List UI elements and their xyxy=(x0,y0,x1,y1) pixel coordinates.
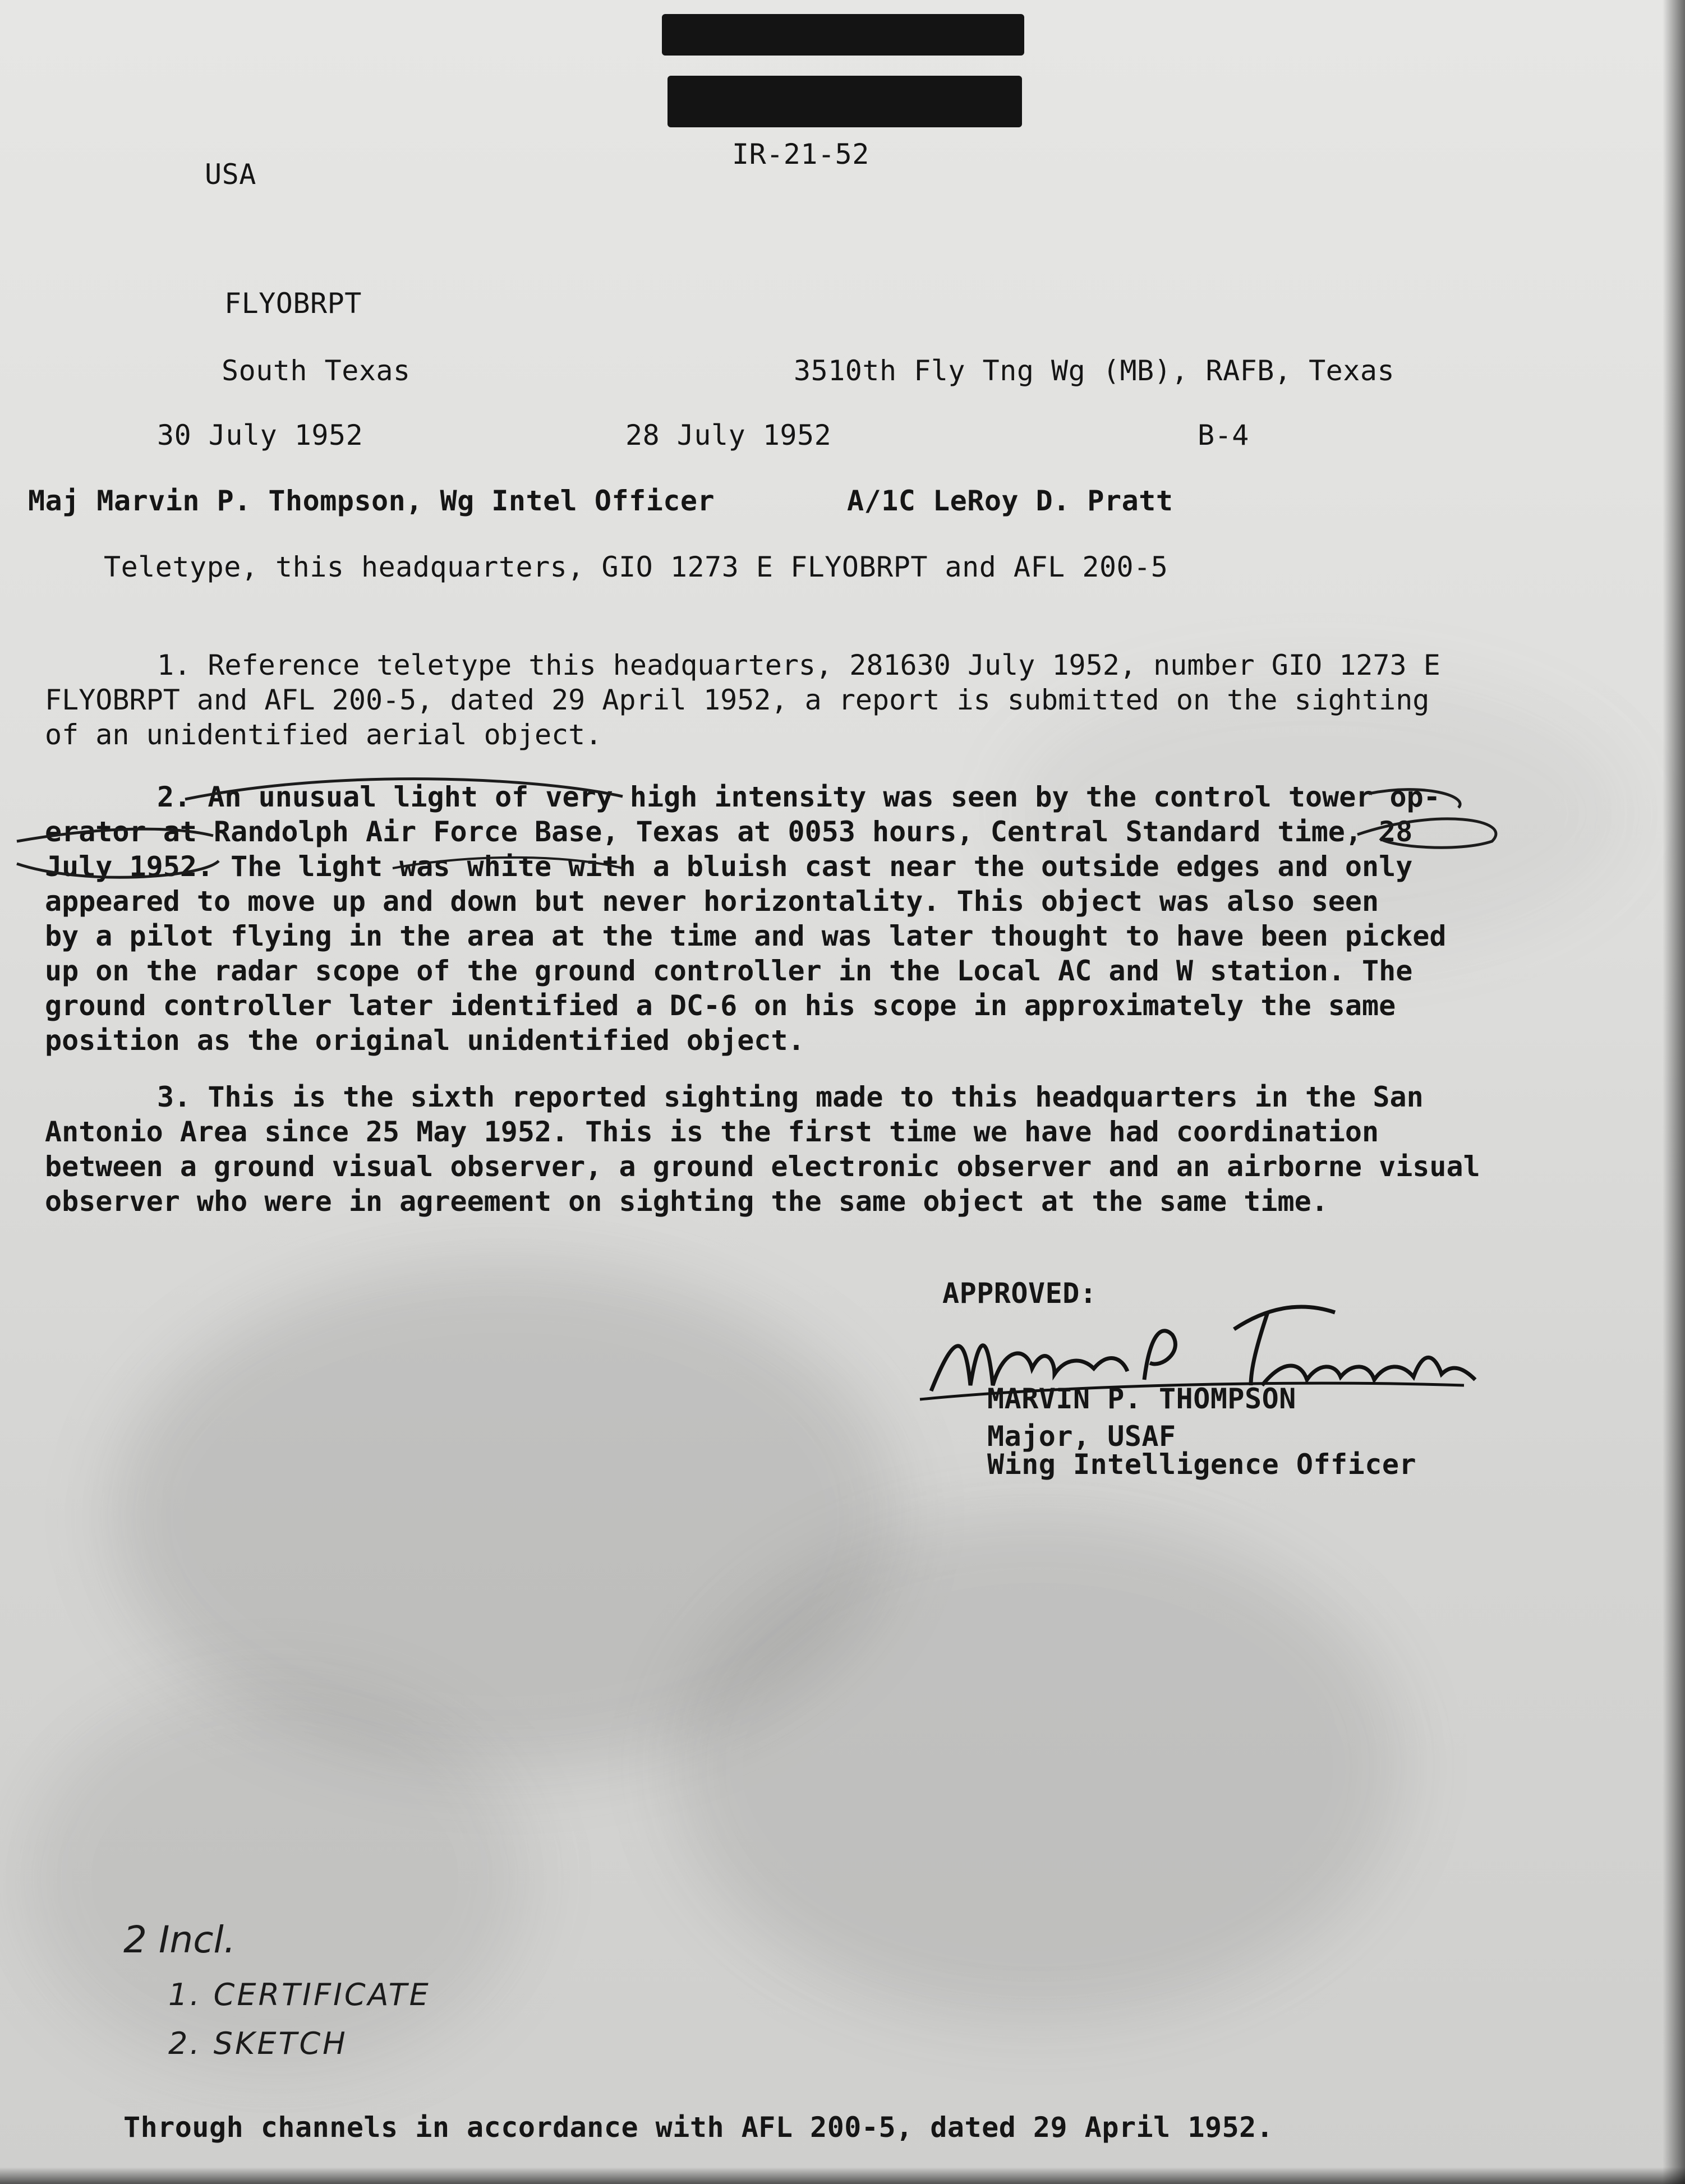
source: A/1C LeRoy D. Pratt xyxy=(847,485,1173,517)
approver-title: Wing Intelligence Officer xyxy=(987,1448,1417,1481)
prepared-by: Maj Marvin P. Thompson, Wg Intel Officer xyxy=(28,485,715,517)
paragraph-1: 1. Reference teletype this headquarters, 281630 July 1952, number GIO 1273 E FLYOBRPT and AFL 200-5, dated 29 April 1952, a report is submitted on the sighting of an unidentified aerial object. xyxy=(45,649,1440,751)
inclosures-heading: 2 Incl. xyxy=(123,1918,236,1961)
paragraph-3: 3. This is the sixth reported sighting made to this headquarters in the San Antonio Area since 25 May 1952. This is the first time we have had coordination between a ground visual observer, a ground electronic observer and an airborne visual observer who were in agreement on sighting the same object at the same time. xyxy=(45,1081,1480,1218)
doc-number: IR-21-52 xyxy=(732,138,869,171)
approver-name: MARVIN P. THOMPSON xyxy=(987,1383,1296,1415)
unit: 3510th Fly Tng Wg (MB), RAFB, Texas xyxy=(794,354,1395,387)
paragraph-number: 3. xyxy=(157,1081,191,1113)
paragraph-number: 2. xyxy=(157,781,191,813)
report-date: 30 July 1952 xyxy=(157,419,363,451)
evaluation-code: B-4 xyxy=(1198,419,1249,451)
paragraph-2: 2. An unusual light of very high intensity was seen by the control tower op- erator at Randolph Air Force Base, Texas at 0053 hours, Central Standard time, 28 July 1952. The light was white with a bluish cast near the outside edges and only appeared to move up and down but never horizontality. This object was also seen by a pilot flying in the area at the time and was later thought to have been picked up on the radar scope of the ground controller in the Local AC and W station. The ground controller later identified a DC-6 on his scope in approximately the same position as the original unidentified object. xyxy=(45,781,1447,1057)
inclosure-item: 1. CERTIFICATE xyxy=(168,1977,431,2012)
footer-note: Through channels in accordance with AFL 200-5, dated 29 April 1952. xyxy=(123,2111,1274,2144)
inclosure-item: 2. SKETCH xyxy=(168,2026,348,2061)
approved-label: APPROVED: xyxy=(942,1277,1097,1310)
country: USA xyxy=(205,158,256,191)
sighting-date: 28 July 1952 xyxy=(625,419,832,451)
approver-rank: Major, USAF xyxy=(987,1420,1176,1453)
paragraph-number: 1. xyxy=(157,649,191,681)
references: Teletype, this headquarters, GIO 1273 E FLYOBRPT and AFL 200-5 xyxy=(104,551,1168,583)
channel-code: FLYOBRPT xyxy=(224,287,362,320)
area: South Texas xyxy=(222,354,411,387)
